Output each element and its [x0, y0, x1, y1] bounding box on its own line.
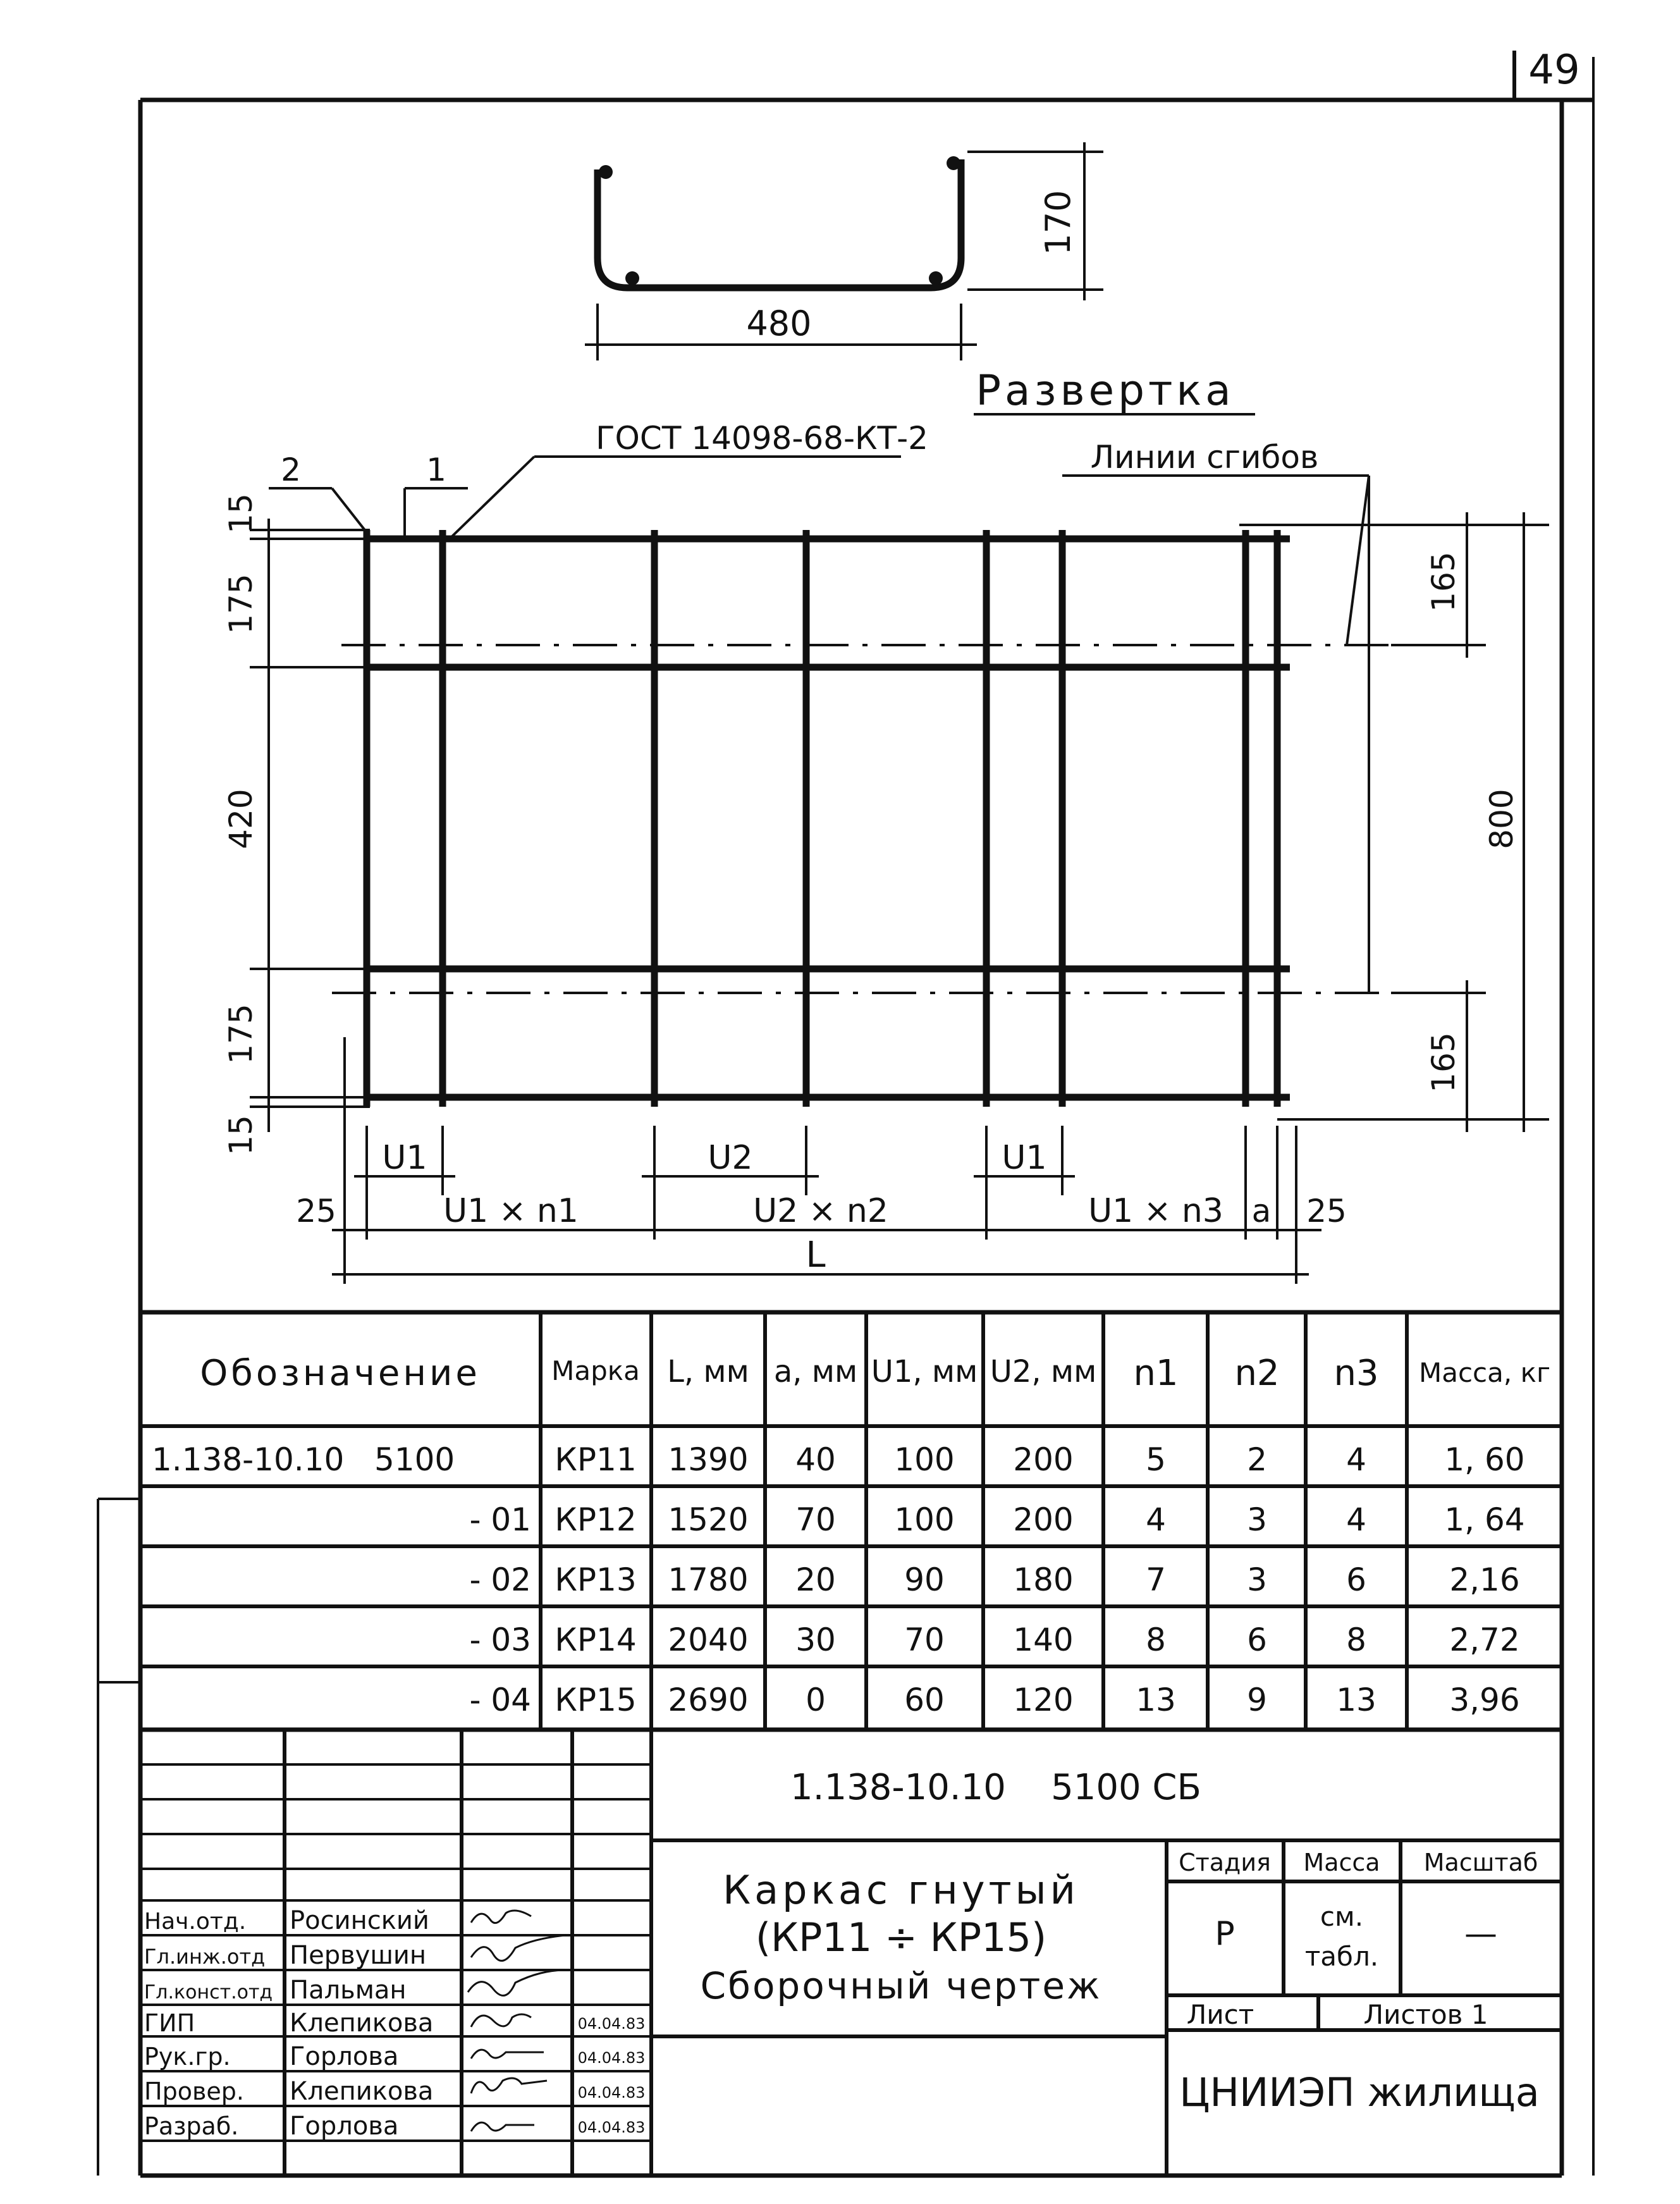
cell-a: 30 — [795, 1622, 836, 1658]
cell-mass: 3,96 — [1449, 1682, 1520, 1718]
dim-a: a — [1251, 1193, 1272, 1229]
cross-section — [585, 142, 1103, 360]
page-number: 49 — [1528, 47, 1580, 94]
signature — [471, 1935, 566, 1961]
drawing-name-line2: (КР11 ÷ КР15) — [755, 1914, 1047, 1961]
th-designation: Обозначение — [200, 1353, 481, 1394]
weld-dot — [929, 271, 943, 285]
person-name: Росинский — [290, 1906, 429, 1935]
left-dim-175-top: 175 — [223, 574, 259, 634]
sign-date: 04.04.83 — [577, 2015, 646, 2033]
section-width-dim: 480 — [746, 304, 812, 343]
dim-u2n2: U2 × n2 — [753, 1192, 888, 1230]
cell-u1: 70 — [904, 1622, 945, 1658]
cell-u1: 60 — [904, 1682, 945, 1718]
bottom-dimensions — [332, 1037, 1321, 1284]
gost-note: ГОСТ 14098-68-КТ-2 — [596, 420, 928, 457]
stage-value: Р — [1215, 1915, 1235, 1953]
cell-a: 0 — [806, 1682, 826, 1718]
cell-n3: 4 — [1346, 1441, 1366, 1478]
th-n3: n3 — [1334, 1353, 1379, 1394]
right-dim-165-bottom: 165 — [1425, 1032, 1462, 1093]
cell-a: 70 — [795, 1501, 836, 1538]
callout-2: 2 — [281, 452, 301, 488]
person-name: Клепикова — [290, 2077, 434, 2106]
left-dim-175-bottom: 175 — [223, 1004, 259, 1064]
cell-mark: КР11 — [555, 1441, 637, 1478]
cell-n2: 2 — [1247, 1441, 1267, 1478]
person-name: Горлова — [290, 2042, 399, 2071]
cell-mass: 1, 60 — [1444, 1441, 1525, 1478]
dim-u1-left: U1 — [382, 1139, 427, 1177]
dim-L: L — [806, 1234, 826, 1276]
left-dimensions — [250, 519, 370, 1132]
cell-u1: 100 — [894, 1501, 955, 1538]
dim-u1n3: U1 × n3 — [1088, 1192, 1223, 1230]
sheet-label: Лист — [1186, 1999, 1254, 2030]
cell-n2: 6 — [1247, 1622, 1267, 1658]
cell-mark: КР15 — [555, 1682, 637, 1718]
drawing-name-line1: Каркас гнутый — [723, 1867, 1079, 1913]
cell-n3: 6 — [1346, 1561, 1366, 1598]
cell-u2: 180 — [1013, 1561, 1074, 1598]
th-n1: n1 — [1133, 1353, 1179, 1394]
person-name: Клепикова — [290, 2009, 434, 2038]
signatures — [468, 1911, 566, 2131]
cell-L: 1520 — [668, 1501, 749, 1538]
role-label: Гл.инж.отд — [144, 1945, 266, 1969]
cell-designation: - 01 — [469, 1501, 531, 1538]
person-name: Горлова — [290, 2112, 399, 2141]
cell-designation: 1.138-10.10 5100 — [152, 1441, 455, 1478]
cell-n2: 3 — [1247, 1501, 1267, 1538]
dim-u1n1: U1 × n1 — [443, 1192, 579, 1230]
weld-dot — [625, 271, 639, 285]
role-label: Разраб. — [144, 2112, 239, 2140]
cell-L: 1390 — [668, 1441, 749, 1478]
th-n2: n2 — [1234, 1353, 1280, 1394]
right-dim-800: 800 — [1483, 789, 1520, 849]
cell-n3: 13 — [1336, 1682, 1376, 1718]
doc-code: 1.138-10.10 5100 СБ — [790, 1767, 1201, 1808]
cell-designation: - 02 — [469, 1561, 531, 1598]
cell-u1: 100 — [894, 1441, 955, 1478]
weld-dot — [947, 156, 960, 170]
cell-mark: КР13 — [555, 1561, 637, 1598]
cell-n1: 5 — [1146, 1441, 1166, 1478]
dim-25-right: 25 — [1306, 1193, 1347, 1229]
th-mass: Масса, кг — [1418, 1357, 1551, 1388]
role-label: Нач.отд. — [144, 1909, 247, 1935]
cell-L: 2040 — [668, 1622, 749, 1658]
left-dim-15-bottom: 15 — [223, 1115, 259, 1155]
sign-date: 04.04.83 — [577, 2119, 646, 2136]
stage-label: Стадия — [1179, 1849, 1271, 1876]
drawing-name-line3: Сборочный чертеж — [700, 1964, 1102, 2007]
dim-25-left: 25 — [296, 1193, 336, 1229]
cell-mark: КР14 — [555, 1622, 637, 1658]
signature — [468, 1970, 566, 1995]
cell-designation: - 03 — [469, 1622, 531, 1658]
dim-u1-right: U1 — [1002, 1139, 1047, 1177]
cell-n1: 13 — [1136, 1682, 1176, 1718]
role-label: Гл.конст.отд — [144, 1981, 273, 2004]
role-label: ГИП — [144, 2009, 195, 2037]
cell-L: 2690 — [668, 1682, 749, 1718]
role-label: Рук.гр. — [144, 2043, 231, 2071]
signature — [471, 2050, 544, 2059]
callout-1: 1 — [426, 452, 446, 488]
section-height-dim: 170 — [1038, 190, 1078, 255]
cell-mass: 1, 64 — [1444, 1501, 1525, 1538]
organization: ЦНИИЭП жилища — [1179, 2069, 1540, 2115]
cell-mark: КР12 — [555, 1501, 637, 1538]
th-L: L, мм — [667, 1354, 749, 1389]
scale-value: — — [1464, 1915, 1497, 1953]
cell-mass: 2,72 — [1449, 1622, 1520, 1658]
person-name: Первушин — [290, 1941, 427, 1970]
cell-n3: 4 — [1346, 1501, 1366, 1538]
cell-n2: 3 — [1247, 1561, 1267, 1598]
mass-value-1: см. — [1320, 1901, 1364, 1932]
signature — [471, 1911, 531, 1923]
mass-label: Масса — [1303, 1849, 1380, 1876]
cell-a: 40 — [795, 1441, 836, 1478]
person-name: Пальман — [290, 1976, 407, 2005]
signature — [471, 2014, 531, 2027]
signature — [471, 2122, 534, 2131]
mesh — [332, 530, 1429, 1107]
th-a: a, мм — [773, 1354, 858, 1389]
cell-u2: 200 — [1013, 1441, 1074, 1478]
role-label: Провер. — [144, 2078, 244, 2105]
left-dim-15-top: 15 — [223, 493, 259, 534]
sign-date: 04.04.83 — [577, 2049, 646, 2067]
cell-a: 20 — [795, 1561, 836, 1598]
right-dim-165-top: 165 — [1425, 551, 1462, 612]
weld-dot — [599, 165, 613, 179]
cell-u1: 90 — [904, 1561, 945, 1598]
sign-date: 04.04.83 — [577, 2084, 646, 2102]
th-u1: U1, мм — [871, 1354, 978, 1389]
cell-n3: 8 — [1346, 1622, 1366, 1658]
cell-designation: - 04 — [469, 1682, 531, 1718]
cell-u2: 140 — [1013, 1622, 1074, 1658]
cell-mass: 2,16 — [1449, 1561, 1520, 1598]
cell-u2: 200 — [1013, 1501, 1074, 1538]
left-dim-420: 420 — [223, 789, 259, 849]
signature — [471, 2078, 547, 2093]
dim-u2: U2 — [708, 1139, 753, 1177]
scale-label: Масштаб — [1423, 1849, 1538, 1876]
cell-u2: 120 — [1013, 1682, 1074, 1718]
cell-n1: 4 — [1146, 1501, 1166, 1538]
sheets-label: Листов 1 — [1363, 1999, 1488, 2030]
mass-value-2: табл. — [1304, 1941, 1379, 1972]
cell-n2: 9 — [1247, 1682, 1267, 1718]
cell-n1: 8 — [1146, 1622, 1166, 1658]
th-u2: U2, мм — [990, 1354, 1097, 1389]
development-title: Развертка — [976, 366, 1235, 415]
fold-lines-note: Линии сгибов — [1090, 439, 1319, 476]
th-mark: Марка — [551, 1355, 640, 1386]
cell-L: 1780 — [668, 1561, 749, 1598]
cell-n1: 7 — [1146, 1561, 1166, 1598]
